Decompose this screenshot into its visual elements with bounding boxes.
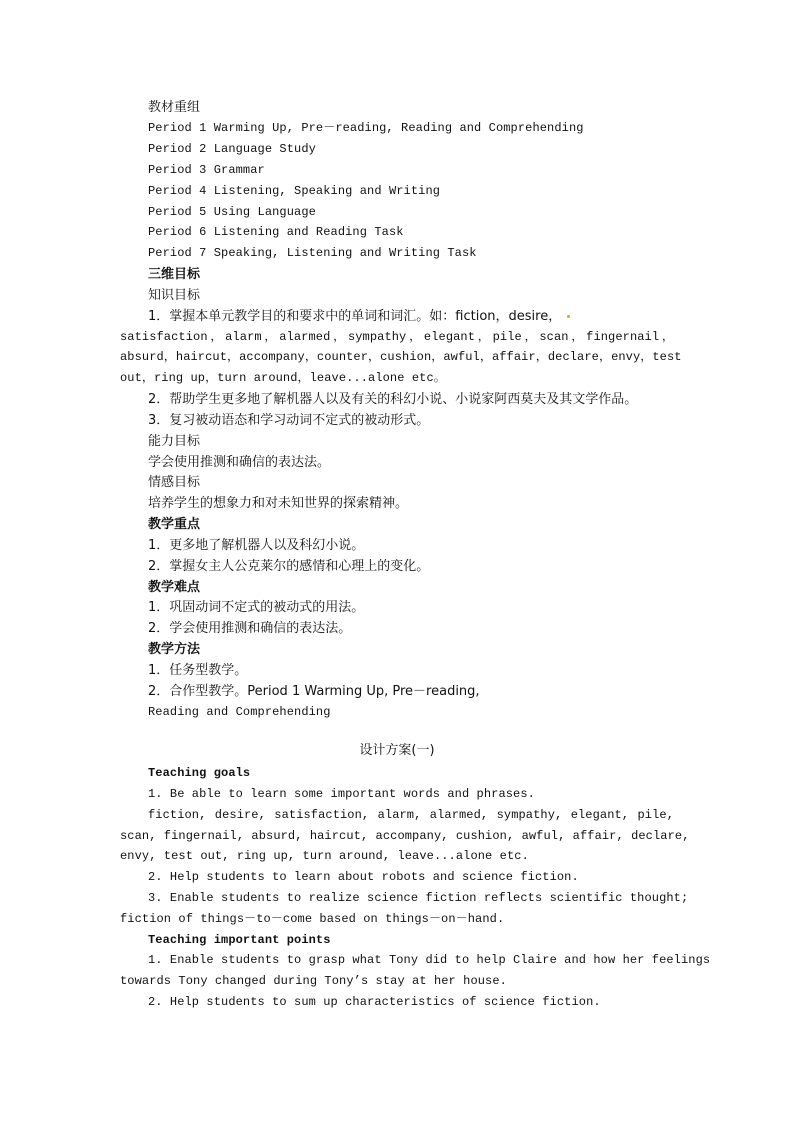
vocabulary-line-3: envy, test out, ring up, turn around, leave...alone etc. — [120, 849, 529, 863]
period-4-line: Period 4 Listening, Speaking and Writing — [148, 184, 441, 198]
period-6-line: Period 6 Listening and Reading Task — [148, 225, 404, 239]
period-3-line: Period 3 Grammar — [148, 163, 265, 177]
subheading-knowledge-goals: 知识目标 — [148, 288, 201, 303]
period-title-continued: Reading and Comprehending — [148, 705, 331, 719]
vocabulary-line-1: fiction, desire, satisfaction, alarm, alarmed, sympathy, elegant, pile, — [148, 808, 674, 822]
difficulty-1: 1．巩固动词不定式的被动式的用法。 — [148, 600, 365, 615]
teaching-goal-2: 2. Help students to learn about robots and science fiction. — [148, 870, 579, 884]
knowledge-goal-3: 3．复习被动语态和学习动词不定式的被动形式。 — [148, 413, 430, 428]
vocabulary-line-2: scan, fingernail, absurd, haircut, accompany, cushion, awful, affair, declare, — [120, 829, 690, 843]
section-heading-teaching-key-points: 教学重点 — [148, 517, 201, 532]
section-heading-textbook-reorganization: 教材重组 — [148, 100, 201, 115]
emotional-goal-text: 培养学生的想象力和对未知世界的探索精神。 — [148, 496, 409, 511]
heading-teaching-goals: Teaching goals — [148, 766, 251, 780]
period-7-line: Period 7 Speaking, Listening and Writing Task — [148, 246, 477, 260]
period-1-line: Period 1 Warming Up, Pre－reading, Reading and Comprehending — [148, 121, 584, 135]
section-heading-three-dimensional-goals: 三维目标 — [148, 267, 201, 282]
knowledge-goal-1-line-1: 1．掌握本单元教学目的和要求中的单词和词汇。如：fiction，desire， — [148, 306, 794, 327]
period-5-line: Period 5 Using Language — [148, 205, 316, 219]
important-point-1-line-2: towards Tony changed during Tony’s stay at her house. — [120, 974, 507, 988]
section-heading-teaching-difficulties: 教学难点 — [148, 580, 201, 595]
period-2-line: Period 2 Language Study — [148, 142, 316, 156]
difficulty-2: 2．学会使用推测和确信的表达法。 — [148, 621, 352, 636]
teaching-goal-3-line-1: 3. Enable students to realize science fiction reflects scientific thought; — [148, 891, 689, 905]
knowledge-goal-1-line-4: out，ring up，turn around，leave...alone etc。 — [120, 371, 446, 385]
subheading-emotional-goals: 情感目标 — [148, 475, 201, 490]
knowledge-goal-2: 2．帮助学生更多地了解机器人以及有关的科幻小说、小说家阿西莫夫及其文学作品。 — [148, 392, 638, 407]
section-heading-teaching-methods: 教学方法 — [148, 642, 201, 657]
key-point-2: 2．掌握女主人公克莱尔的感情和心理上的变化。 — [148, 559, 430, 574]
ability-goal-text: 学会使用推测和确信的表达法。 — [148, 455, 331, 470]
important-point-2: 2. Help students to sum up characteristics of science fiction. — [148, 995, 601, 1009]
knowledge-goal-1-line-2: satisfaction，alarm，alarmed，sympathy，elegant，pile，scan，fingernail， — [120, 330, 674, 344]
design-plan-title: 设计方案(一) — [359, 743, 435, 758]
key-point-1: 1．更多地了解机器人以及科幻小说。 — [148, 538, 365, 553]
teaching-goal-3-line-2: fiction of things－to－come based on things－on－hand. — [120, 912, 505, 926]
marker-dot-icon — [567, 315, 570, 318]
method-1: 1．任务型教学。 — [148, 663, 248, 678]
important-point-1-line-1: 1. Enable students to grasp what Tony did to help Claire and how her feelings — [148, 953, 711, 967]
method-2-and-period-title: 2．合作型教学。Period 1 Warming Up, Pre－reading, — [148, 684, 480, 699]
heading-teaching-important-points: Teaching important points — [148, 933, 331, 947]
subheading-ability-goals: 能力目标 — [148, 434, 201, 449]
knowledge-goal-1-line-3: absurd，haircut，accompany，counter，cushion，awful，affair，declare，envy，test — [120, 350, 682, 364]
teaching-goal-1: 1. Be able to learn some important words and phrases. — [148, 787, 535, 801]
